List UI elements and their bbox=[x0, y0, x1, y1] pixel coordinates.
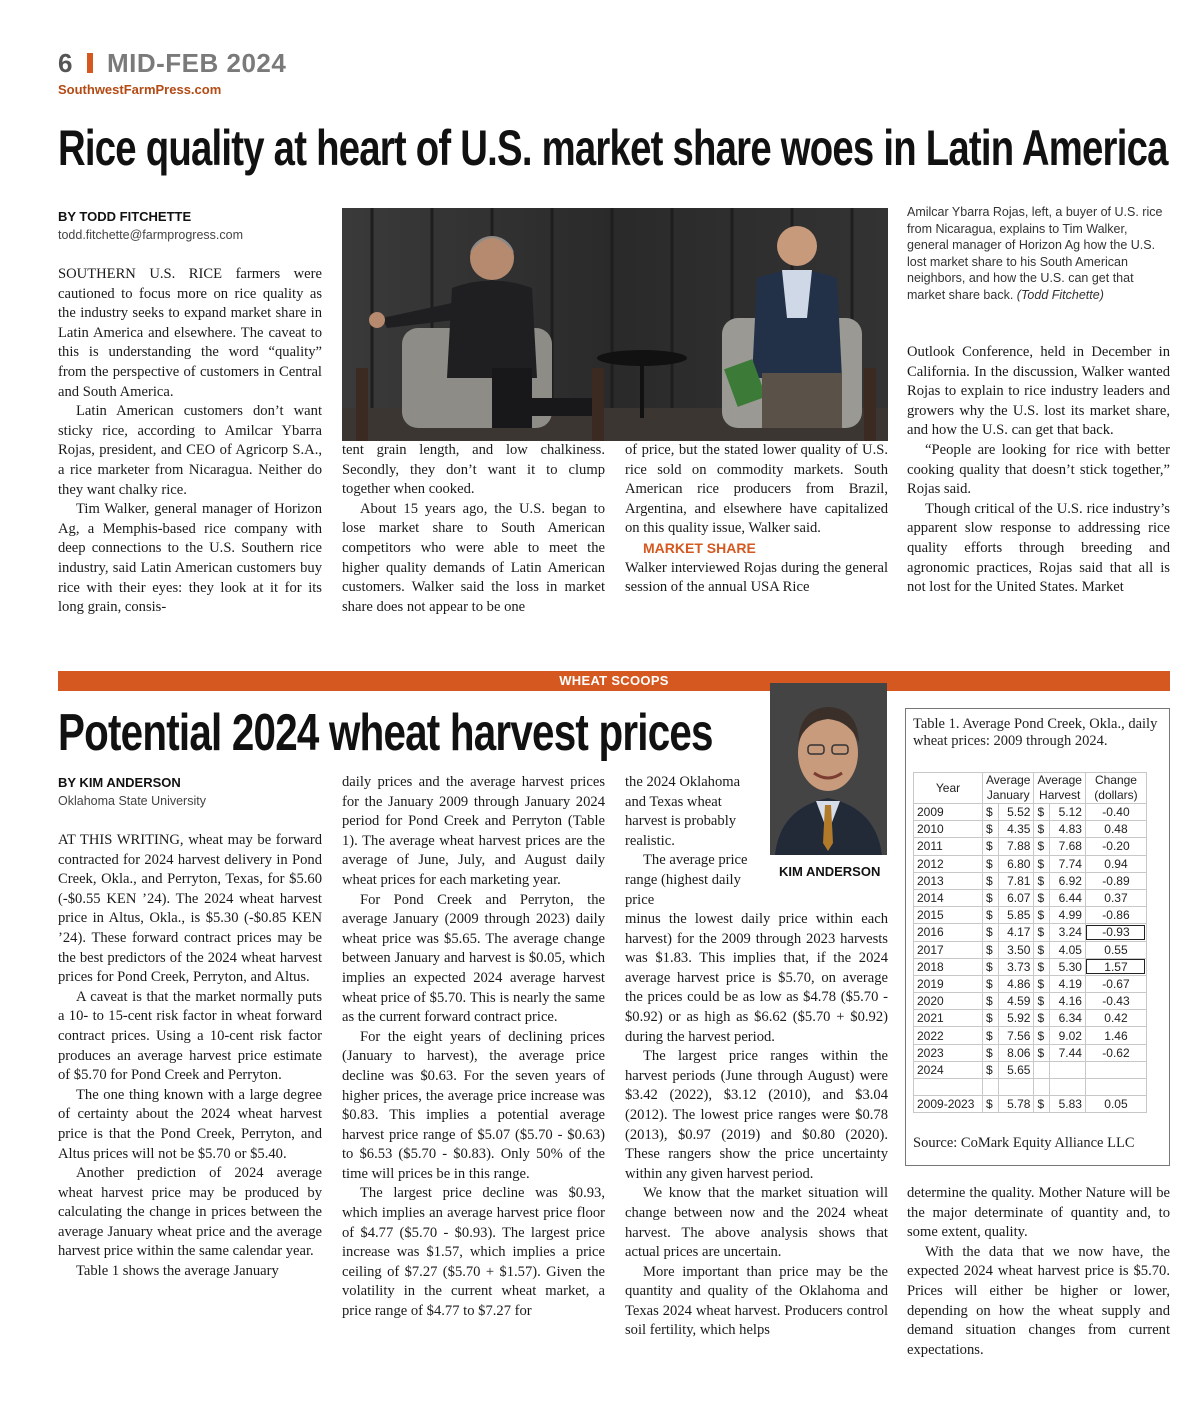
cell-january: 5.78 bbox=[998, 1096, 1034, 1113]
cell-year: 2015 bbox=[914, 907, 983, 924]
paragraph: SOUTHERN U.S. RICE farmers were cautioned to focus more on rice quality as the industry seeks to expand market share in Latin America and elsewhere. The caveat to this is understanding the word “quality” from the perspective of customers in Central and South America. bbox=[58, 266, 322, 400]
cell-currency: $ bbox=[1034, 975, 1050, 992]
caption-text: Amilcar Ybarra Rojas, left, a buyer of U.S. rice from Nicaragua, explains to Tim Walker, general manager of Horizon Ag how the U.S. lost market share to his South American neighbors, and how the U.S. can get that market share back. bbox=[907, 205, 1163, 302]
wheat-column-1 bbox=[58, 831, 322, 1282]
cell-year: 2018 bbox=[914, 958, 983, 975]
page-number: 6 bbox=[58, 48, 73, 78]
paragraph: tent grain length, and low chalkiness. Secondly, they don’t want it to clump together when cooked. bbox=[342, 442, 605, 498]
subhead-market-share: MARKET SHARE bbox=[643, 539, 756, 556]
cell-harvest bbox=[1050, 1061, 1086, 1078]
cell-year: 2020 bbox=[914, 993, 983, 1010]
table-row bbox=[914, 1010, 1147, 1027]
paragraph: Table 1 shows the average January bbox=[76, 1263, 279, 1280]
article-headline-wheat: Potential 2024 wheat harvest prices bbox=[58, 704, 713, 762]
cell-january: 5.85 bbox=[998, 907, 1034, 924]
author-email[interactable]: todd.fitchette@farmprogress.com bbox=[58, 228, 243, 242]
cell-harvest: 4.99 bbox=[1050, 907, 1086, 924]
cell-harvest: 5.83 bbox=[1050, 1096, 1086, 1113]
table-row bbox=[914, 1044, 1147, 1061]
cell-january: 7.56 bbox=[998, 1027, 1034, 1044]
cell-empty bbox=[1034, 1079, 1050, 1096]
table-row bbox=[914, 958, 1147, 975]
cell-currency: $ bbox=[1034, 958, 1050, 975]
table-row bbox=[914, 821, 1147, 838]
cell-change: -0.20 bbox=[1085, 838, 1146, 855]
cell-harvest: 5.12 bbox=[1050, 804, 1086, 821]
cell-currency: $ bbox=[983, 838, 999, 855]
cell-january: 7.81 bbox=[998, 872, 1034, 889]
wheat-column-4 bbox=[907, 1184, 1170, 1360]
paragraph: More important than price may be the quantity and quality of the Oklahoma and Texas 2024 wheat harvest. Producers control soil fertility, which helps bbox=[625, 1263, 888, 1339]
conference-photo-illustration bbox=[342, 208, 888, 441]
cell-year: 2012 bbox=[914, 855, 983, 872]
cell-year: 2023 bbox=[914, 1044, 983, 1061]
cell-currency: $ bbox=[983, 958, 999, 975]
table-1-box bbox=[905, 708, 1170, 1166]
paragraph: “People are looking for rice with better cooking quality that doesn’t stick together,” Rojas said. bbox=[907, 441, 1170, 498]
paragraph: daily prices and the average harvest prices for the January 2009 through January 2024 period for Pond Creek and Perryton (Table 1). The average wheat harvest prices are the average of June, July, and August daily wheat prices for each marketing year. bbox=[342, 774, 605, 888]
table-row bbox=[914, 924, 1147, 941]
cell-currency: $ bbox=[1034, 941, 1050, 958]
cell-january: 8.06 bbox=[998, 1044, 1034, 1061]
paragraph: The largest price ranges within the harvest periods (June through August) were $3.42 (2022), $3.12 (2010), and $3.04 (2012). The lowest price ranges were $0.78 (2013), $0.97 (2019) and $0.80 (2020). These rangers show the price uncertainty within any given harvest period. bbox=[625, 1048, 888, 1182]
cell-january: 6.07 bbox=[998, 889, 1034, 906]
author-portrait-illustration bbox=[770, 683, 887, 855]
cell-currency: $ bbox=[983, 993, 999, 1010]
cell-year: 2022 bbox=[914, 1027, 983, 1044]
cell-harvest: 4.16 bbox=[1050, 993, 1086, 1010]
cell-change: 1.46 bbox=[1085, 1027, 1146, 1044]
cell-january: 5.52 bbox=[998, 804, 1034, 821]
author-photo-label: KIM ANDERSON bbox=[779, 864, 881, 879]
cell-change: -0.67 bbox=[1085, 975, 1146, 992]
table-spacer-row bbox=[914, 1079, 1147, 1096]
table-row bbox=[914, 907, 1147, 924]
cell-empty bbox=[1034, 1061, 1050, 1078]
cell-change: -0.43 bbox=[1085, 993, 1146, 1010]
cell-harvest: 3.24 bbox=[1050, 924, 1086, 941]
cell-currency: $ bbox=[983, 855, 999, 872]
rice-column-1 bbox=[58, 265, 322, 618]
cell-harvest: 7.44 bbox=[1050, 1044, 1086, 1061]
cell-year: 2024 bbox=[914, 1061, 983, 1078]
rice-column-3 bbox=[625, 441, 888, 598]
table-row bbox=[914, 1061, 1147, 1078]
paragraph: determine the quality. Mother Nature will be the major determinate of quantity and, to some extent, quality. bbox=[907, 1185, 1170, 1241]
table-row bbox=[914, 872, 1147, 889]
cell-harvest: 4.05 bbox=[1050, 941, 1086, 958]
paragraph: About 15 years ago, the U.S. began to lose market share to South American competitors who were able to meet the higher quality demands of Latin American customers. Walker said the loss in market share does not appear to be one bbox=[342, 500, 605, 615]
cell-currency: $ bbox=[983, 804, 999, 821]
cell-harvest: 7.74 bbox=[1050, 855, 1086, 872]
cell-empty bbox=[1085, 1079, 1146, 1096]
cell-change: -0.40 bbox=[1085, 804, 1146, 821]
paragraph: For Pond Creek and Perryton, the average January (2009 through 2023) daily wheat price was $5.65. The average change between January and harvest is $0.05, which implies an expected 2024 average harvest wheat price of $5.70. This is nearly the same as the current forward contract price. bbox=[342, 891, 605, 1026]
cell-currency: $ bbox=[1034, 1044, 1050, 1061]
col-header-year: Year bbox=[914, 773, 983, 804]
cell-change: -0.62 bbox=[1085, 1044, 1146, 1061]
paragraph: For the eight years of declining prices (January to harvest), the average price decline was $0.63. For the seven years of higher prices, the average price increase was $0.83. This implies a potential average harvest price range of $5.07 ($5.70 - $0.63) to $6.53 ($5.70 - $0.83). Only 50% of the time will prices be in this range. bbox=[342, 1028, 605, 1182]
cell-harvest: 9.02 bbox=[1050, 1027, 1086, 1044]
wheat-column-3-bottom bbox=[625, 910, 888, 1341]
cell-empty bbox=[998, 1079, 1034, 1096]
cell-currency: $ bbox=[983, 1044, 999, 1061]
cell-currency: $ bbox=[983, 1027, 999, 1044]
table-row bbox=[914, 838, 1147, 855]
cell-currency: $ bbox=[1034, 821, 1050, 838]
paragraph: of price, but the stated lower quality of U.S. rice sold on commodity markets. South American rice producers from Brazil, Argentina, and elsewhere have capitalized on this quality issue, Walker said. bbox=[625, 442, 888, 537]
cell-currency: $ bbox=[1034, 889, 1050, 906]
cell-january: 4.17 bbox=[998, 924, 1034, 941]
paragraph: We know that the market situation will change between now and the 2024 wheat harvest. The above analysis shows that actual prices are uncertain. bbox=[625, 1185, 888, 1261]
cell-empty bbox=[1050, 1079, 1086, 1096]
byline-wheat: BY KIM ANDERSON bbox=[58, 775, 181, 790]
cell-january: 7.88 bbox=[998, 838, 1034, 855]
cell-empty bbox=[914, 1079, 983, 1096]
paragraph: Latin American customers don’t want sticky rice, according to Amilcar Ybarra Rojas, president, and CEO of Agricorp S.A., a rice marketer from Nicaragua. Neither do they want chalky rice. bbox=[58, 403, 322, 498]
photo-caption-rice bbox=[907, 204, 1170, 304]
table-row bbox=[914, 941, 1147, 958]
cell-january: 3.73 bbox=[998, 958, 1034, 975]
cell-currency: $ bbox=[983, 821, 999, 838]
cell-year: 2010 bbox=[914, 821, 983, 838]
cell-change: 0.55 bbox=[1085, 941, 1146, 958]
paragraph: the 2024 Oklahoma and Texas wheat harvest is probably realistic. bbox=[625, 774, 741, 849]
cell-currency: $ bbox=[1034, 872, 1050, 889]
table-header-row bbox=[914, 773, 1147, 804]
cell-currency: $ bbox=[983, 889, 999, 906]
cell-currency: $ bbox=[983, 1010, 999, 1027]
cell-currency: $ bbox=[1034, 924, 1050, 941]
cell-empty bbox=[983, 1079, 999, 1096]
article-headline-rice: Rice quality at heart of U.S. market share woes in Latin America bbox=[58, 120, 1168, 176]
cell-year: 2017 bbox=[914, 941, 983, 958]
cell-harvest: 6.44 bbox=[1050, 889, 1086, 906]
cell-change: 0.42 bbox=[1085, 1010, 1146, 1027]
paragraph: A caveat is that the market normally puts a 10- to 15-cent risk factor in wheat forward contract prices. Using a 10-cent risk factor produces an average harvest price estimate of $5.70 for Pond Creek and Perryton. bbox=[58, 988, 322, 1084]
cell-harvest: 6.92 bbox=[1050, 872, 1086, 889]
table-row bbox=[914, 855, 1147, 872]
cell-year: 2013 bbox=[914, 872, 983, 889]
wheat-price-table bbox=[913, 772, 1147, 1113]
paragraph: Outlook Conference, held in December in California. In the discussion, Walker wanted Rojas to explain to rice industry leaders and growers why the U.S. lost its market share, and how the U.S. can get that back. bbox=[907, 344, 1170, 439]
rice-column-4 bbox=[907, 343, 1170, 598]
cell-currency: $ bbox=[983, 941, 999, 958]
cell-january: 5.65 bbox=[998, 1061, 1034, 1078]
cell-currency: $ bbox=[983, 924, 999, 941]
page-header bbox=[58, 48, 286, 79]
cell-harvest: 6.34 bbox=[1050, 1010, 1086, 1027]
paragraph: AT THIS WRITING, wheat may be forward contracted for 2024 harvest delivery in Pond Creek, Okla., and Perryton, Texas, for $5.60 (-$0.55 KEN ’24). The 2024 wheat harvest price in Altus, Okla., is $5.30 (-$0.85 KEN ’24). These forward contract prices may be the best predictors of the 2024 wheat harvest prices for Pond Creek, Perryton, and Altus. bbox=[58, 832, 322, 986]
paragraph: The one thing known with a large degree of certainty about the 2024 wheat harvest price is that the Pond Creek, Perryton, and Altus prices will not be $5.70 or $5.40. bbox=[58, 1086, 322, 1162]
cell-year: 2014 bbox=[914, 889, 983, 906]
cell-currency: $ bbox=[983, 907, 999, 924]
paragraph: minus the lowest daily price within each harvest) for the 2009 through 2023 harvests was $1.83. This implies that, if the 2024 average harvest price is $5.70, on average the prices could be as low as $4.78 ($5.70 - $0.92) or as high as $6.62 ($5.70 + $0.92) during the harvest period. bbox=[625, 911, 888, 1045]
table-row bbox=[914, 975, 1147, 992]
cell-change: 0.05 bbox=[1085, 1096, 1146, 1113]
paragraph: Tim Walker, general manager of Horizon Ag, a Memphis-based rice company with deep connections to the U.S. Southern rice industry, said Latin American customers buy rice with their eyes: they look at it for its long grain, consis- bbox=[58, 501, 322, 616]
col-header-change: Change (dollars) bbox=[1085, 773, 1146, 804]
cell-year: 2019 bbox=[914, 975, 983, 992]
cell-currency: $ bbox=[1034, 907, 1050, 924]
cell-harvest: 5.30 bbox=[1050, 958, 1086, 975]
cell-harvest: 7.68 bbox=[1050, 838, 1086, 855]
cell-harvest: 4.83 bbox=[1050, 821, 1086, 838]
cell-january: 4.35 bbox=[998, 821, 1034, 838]
author-photo-kim-anderson bbox=[770, 683, 887, 855]
table-row bbox=[914, 804, 1147, 821]
header-divider bbox=[87, 53, 93, 73]
cell-currency: $ bbox=[983, 1096, 999, 1113]
paragraph: The largest price decline was $0.93, which implies an average harvest price floor of $4.77 ($5.70 - $0.93). The largest price increase was $1.57, which implies a price ceiling of $7.27 ($5.70 + $1.57). Given the volatility in the current wheat market, a price range of $4.77 to $7.27 for bbox=[342, 1185, 605, 1320]
paragraph: Though critical of the U.S. rice industry’s apparent slow response to addressing rice quality efforts through breeding and agronomic practices, Rojas said that all is not lost for the United States. Market bbox=[907, 500, 1170, 596]
issue-date: MID-FEB 2024 bbox=[106, 48, 287, 78]
cell-currency: $ bbox=[1034, 993, 1050, 1010]
cell-currency: $ bbox=[1034, 855, 1050, 872]
table-row bbox=[914, 889, 1147, 906]
col-header-harvest: Average Harvest bbox=[1034, 773, 1085, 804]
cell-year: 2016 bbox=[914, 924, 983, 941]
cell-period: 2009-2023 bbox=[914, 1096, 983, 1113]
cell-currency: $ bbox=[983, 975, 999, 992]
cell-currency: $ bbox=[1034, 1010, 1050, 1027]
cell-change: -0.93 bbox=[1085, 924, 1146, 941]
cell-currency: $ bbox=[1034, 838, 1050, 855]
cell-change: 0.94 bbox=[1085, 855, 1146, 872]
col-header-january: Average January bbox=[983, 773, 1034, 804]
cell-year: 2009 bbox=[914, 804, 983, 821]
paragraph: The average price range (highest daily price bbox=[625, 852, 748, 908]
cell-january: 4.86 bbox=[998, 975, 1034, 992]
table-row bbox=[914, 993, 1147, 1010]
cell-currency: $ bbox=[1034, 804, 1050, 821]
cell-january: 5.92 bbox=[998, 1010, 1034, 1027]
cell-january: 6.80 bbox=[998, 855, 1034, 872]
byline-rice: BY TODD FITCHETTE bbox=[58, 209, 192, 224]
wheat-column-2 bbox=[342, 773, 605, 1322]
cell-january: 4.59 bbox=[998, 993, 1034, 1010]
table-container bbox=[913, 772, 1147, 1113]
cell-change: -0.89 bbox=[1085, 872, 1146, 889]
table-row bbox=[914, 1027, 1147, 1044]
wheat-column-3-top bbox=[625, 773, 753, 910]
section-banner-wheat-scoops: WHEAT SCOOPS bbox=[58, 671, 1170, 691]
cell-change bbox=[1085, 1061, 1146, 1078]
site-link[interactable]: SouthwestFarmPress.com bbox=[58, 82, 222, 97]
paragraph: With the data that we now have, the expected 2024 wheat harvest price is $5.70. Prices will either be higher or lower, depending on how the wheat supply and demand situation changes from current expectations. bbox=[907, 1243, 1170, 1358]
cell-harvest: 4.19 bbox=[1050, 975, 1086, 992]
rice-conference-photo bbox=[342, 208, 888, 441]
cell-change: 0.37 bbox=[1085, 889, 1146, 906]
paragraph: Another prediction of 2024 average wheat harvest price may be produced by calculating the change in prices between the average January wheat price and the average harvest price within the same calendar year. bbox=[58, 1165, 322, 1260]
cell-currency: $ bbox=[983, 872, 999, 889]
cell-change: 1.57 bbox=[1085, 958, 1146, 975]
author-affiliation: Oklahoma State University bbox=[58, 794, 206, 808]
rice-column-2 bbox=[342, 441, 605, 617]
cell-year: 2021 bbox=[914, 1010, 983, 1027]
cell-currency: $ bbox=[983, 1061, 999, 1078]
table-summary-row bbox=[914, 1096, 1147, 1113]
cell-year: 2011 bbox=[914, 838, 983, 855]
cell-change: -0.86 bbox=[1085, 907, 1146, 924]
cell-currency: $ bbox=[1034, 1096, 1050, 1113]
paragraph: Walker interviewed Rojas during the general session of the annual USA Rice bbox=[625, 559, 888, 596]
photo-credit: (Todd Fitchette) bbox=[1016, 287, 1104, 302]
cell-january: 3.50 bbox=[998, 941, 1034, 958]
table-source: Source: CoMark Equity Alliance LLC bbox=[913, 1135, 1135, 1151]
cell-change: 0.48 bbox=[1085, 821, 1146, 838]
table-title: Table 1. Average Pond Creek, Okla., daily wheat prices: 2009 through 2024. bbox=[913, 716, 1158, 749]
cell-currency: $ bbox=[1034, 1027, 1050, 1044]
